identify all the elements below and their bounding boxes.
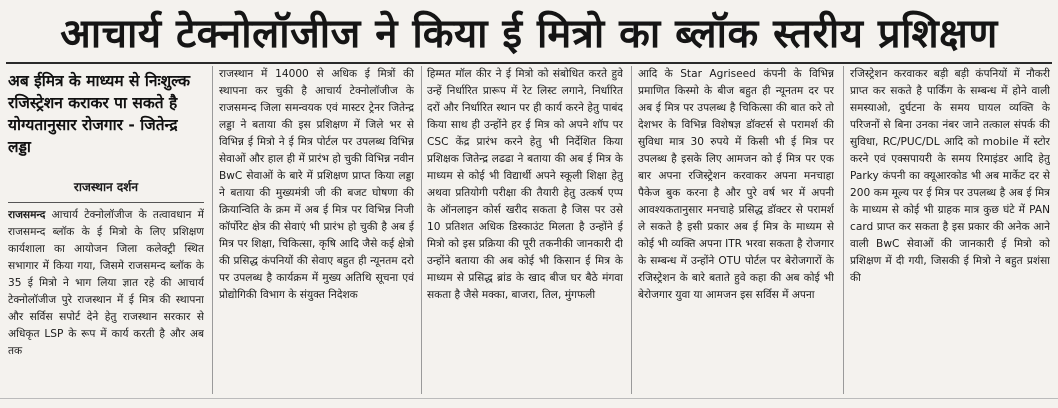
headline-rule (6, 62, 1052, 64)
column-divider (631, 66, 632, 394)
article-column-1 (8, 207, 204, 393)
column-4-text: आदि के Star Agriseed कंपनी के विभिन्न प्रमाणित किस्मो के बीज बहुत ही न्यूनतम दर पर अब ई मित्र पर उपलब्ध है चिकित्सा की बात करे तो देशभर के विभिन्न विशेषज्ञ डॉक्टर्स से परामर्श की सुविधा मात्र 30 रुपये में किसी भी ई मित्र पर उपलब्ध है इसके लिए आमजन को ई मित्र पर एक बार अपना रजिस्ट्रेशन करवाकर अपना मनचाहा पैकेज बुक करना है और पुरे वर्ष भर में अपनी आवश्यकतानुसार मनचाहे प्रसिद्ध डॉक्टर से परामर्श ले सकते है इसी प्रकार अब ई मित्र के माध्यम से कोई भी व्यक्ति अपना ITR भरवा सकता है रोजगार के सम्बन्ध में उन्होंने OTU पोर्टल पर बेरोजगारों के रजिस्ट्रेशन के बारे बताते हुवे कहा की अब कोई भी बेरोजगार युवा या आमजन इस सर्विस में अपना (638, 68, 834, 301)
article-column-4 (638, 66, 834, 392)
subheadline: अब ईमित्र के माध्यम से निःशुल्क रजिस्ट्रेशन कराकर पा सकते है योग्यतानुसार रोजगार - जितेन्द्र लड्डा (8, 72, 191, 156)
column-5-text: रजिस्ट्रेशन करवाकर बड़ी बड़ी कंपनियों में नौकरी प्राप्त कर सकते है पार्किंग के सम्बन्ध में होने वाली समस्याओ, दुर्घटना के समय घायल व्यक्ति के परिजनों से बिना उनका नंबर जाने तत्काल संपर्क की सुविधा, RC/PUC/DL आदि को mobile में स्टोर करने एवं एक्सपायरी के समय रिमाइंडर आदि हेतु Parky कंपनी का क्यूआरकोड भी अब मार्केट दर से 200 कम मूल्य पर ई मित्र पर उपलब्ध है अब ई मित्र के माध्यम से कोई भी ग्राहक मात्र कुछ घंटे में PAN card प्राप्त कर सकता है इस प्रकार की अनेक आने वाली BwC सेवाओं की जानकारी ई मित्रो को प्रशिक्षण में दी गयी, जिसकी ई मित्रो ने बहुत प्रशंसा की (850, 68, 1050, 284)
bottom-rule (0, 398, 1058, 399)
column-divider (843, 66, 844, 394)
article-column-2 (219, 66, 414, 392)
column-2-text: राजस्थान में 14000 से अधिक ई मित्रों की स्थापना कर चुकी है आचार्य टेक्नोलॉजीज के राजसमन्द जिला समन्वयक एवं मास्टर ट्रेनर जितेन्द्र लड्डा ने बताया की इस प्रशिक्षण में जिले भर से विभिन्न ई मित्रो ने ई मित्र पोर्टल पर उपलब्ध विभिन्न सेवाओं और हाल ही में प्रारंभ हो चुकी विभिन्न नवीन BwC सेवाओं के बारे में प्रशिक्षण प्राप्त किया लड्डा ने बताया की मुख्यमंत्री जी की बजट घोषणा की क्रियान्विति के क्रम में अब ई मित्र पर विभिन्न निजी कॉर्पोरेट क्षेत्र की सेवाएं भी प्रारंभ हो चुकी है अब ई मित्र पर शिक्षा, चिकित्सा, कृषि आदि जैसे कई क्षेत्रो की प्रसिद्ध कंपनियों की सेवाए बहुत ही न्यूनतम दरो पर उपलब्ध है कार्यक्रम में मुख्य अतिथि सूचना एवं प्रोद्योगिकी विभाग के संयुक्त निदेशक (219, 68, 414, 301)
column-divider (212, 66, 213, 394)
byline-rule (8, 202, 204, 203)
article-column-3 (427, 66, 623, 392)
column-3-text: हिम्मत मॉल कीर ने ई मित्रो को संबोधित करते हुवे उन्हें निर्धारित प्रारूप में रेट लिस्ट लगाने, निर्धारित दरों और निर्धारित स्थान पर ही कार्य करने हेतु पाबंद किया साथ ही उन्होंने हर ई मित्र को अपने शॉप पर CSC केंद्र प्रारंभ करने हेतु भी निर्देशित किया प्रशिक्षक जितेन्द्र लढढा ने बताया की अब ई मित्र के माध्यम से कोई भी विद्यार्थी अपने स्कूली शिक्षा हेतु अथवा प्रतियोगी परीक्षा की तैयारी हेतु उत्कर्ष एप्प के ऑनलाइन कोर्स खरीद सकता है जिस पर उसे 10 प्रतिशत अधिक डिस्काउंट मिलता है उन्होंने ई मित्रो को इस प्रक्रिया की पूरी तकनीकी जानकारी दी उन्होंने बताया की अब कोई भी किसान ई मित्र के माध्यम से प्रसिद्ध ब्रांड के खाद बीज घर बैठे मंगवा सकता है जैसे मक्का, बाजरा, तिल, मुंगफली (427, 68, 623, 301)
column-divider (421, 66, 422, 394)
byline: राजस्थान दर्शन (73, 180, 139, 194)
article-column-5 (850, 66, 1050, 392)
dateline: राजसमन्द (8, 209, 46, 221)
column-1-text: आचार्य टेक्नोलॉजीज के तत्वावधान में राजसमन्द ब्लॉक के ई मित्रो के लिए प्रशिक्षण कार्यशाला का आयोजन जिला कलेक्ट्री स्थित सभागार में किया गया, जिसमे राजसमन्द ब्लॉक के 35 ई मित्रो ने भाग लिया ज्ञात रहे की आचार्य टेक्नोलॉजीज पुरे राजस्थान में ई मित्र की स्थापना और सर्विस सपोर्ट देने हेतु राजस्थान सरकार से अधिकृत LSP के रूप में कार्य करती है और अब तक (8, 209, 204, 357)
headline: आचार्य टेक्नोलॉजीज ने किया ई मित्रो का ब्लॉक स्तरीय प्रशिक्षण (60, 10, 998, 57)
